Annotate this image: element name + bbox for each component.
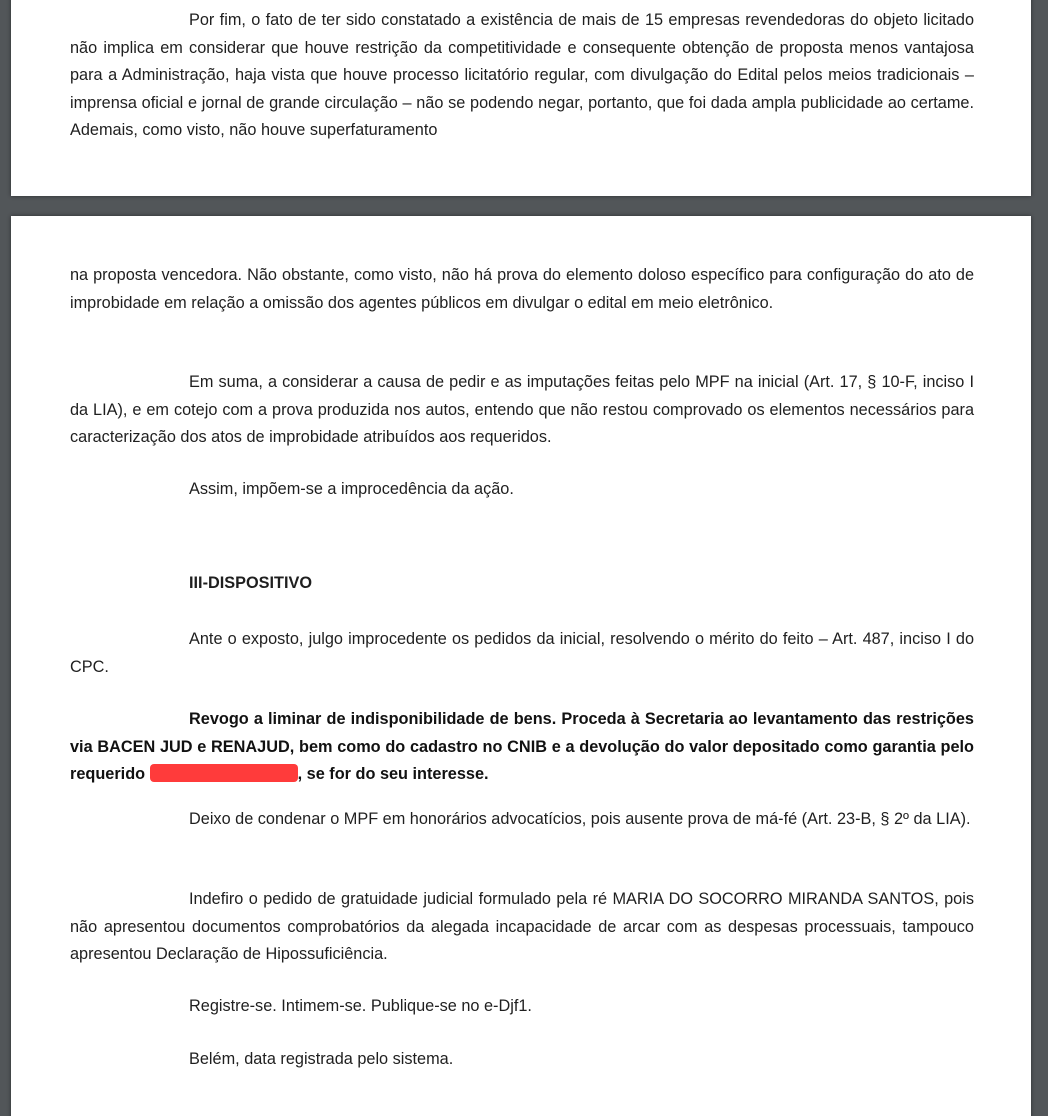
- revoke-text-start: Revogo a liminar de indisponibilidade de bens. Proceda à Secretaria ao levantamento das restrições via BACEN JUD e RENAJUD, bem como do cadastro no CNIB e a devolução do valor depositado como garantia pelo requerido: [70, 710, 974, 783]
- paragraph-summary: Em suma, a considerar a causa de pedir e as imputações feitas pelo MPF na inicial (Art. 17, § 10-F, inciso I da LIA), e em cotejo com a prova produzida nos autos, entendo que não restou comprovado os elementos necessários para caracterização dos atos de improbidade atribuídos aos requeridos.: [70, 373, 974, 446]
- document-page-1: [11, 0, 1031, 196]
- paragraph-continuation: na proposta vencedora. Não obstante, como visto, não há prova do elemento doloso específico para configuração do ato de improbidade em relação a omissão dos agentes públicos em divulgar o edital em meio eletrônico.: [70, 266, 974, 312]
- paragraph-conclusion: Por fim, o fato de ter sido constatado a existência de mais de 15 empresas revendedoras do objeto licitado não implica em considerar que houve restrição da competitividade e consequente obtenção de proposta menos vantajosa para a Administração, haja vista que houve processo licitatório regular, com divulgação do Edital pelos meios tradicionais – imprensa oficial e jornal de grande circulação – não se podendo negar, portanto, que foi dada ampla publicidade ao certame. Ademais, como visto, não houve superfaturamento: [70, 11, 974, 139]
- paragraph-gratuidade: Indefiro o pedido de gratuidade judicial formulado pela ré MARIA DO SOCORRO MIRANDA SANTOS, pois não apresentou documentos comprobatórios da alegada incapacidade de arcar com as despesas processuais, tampouco apresentou Declaração de Hipossuficiência.: [70, 890, 974, 963]
- paragraph-registre: Registre-se. Intimem-se. Publique-se no e-Djf1.: [189, 997, 532, 1015]
- paragraph-revoke-injunction: [70, 706, 974, 789]
- document-page-2: [11, 216, 1031, 1116]
- revoke-text-end: , se for do seu interesse.: [297, 765, 489, 783]
- paragraph-honorarios: Deixo de condenar o MPF em honorários advocatícios, pois ausente prova de má-fé (Art. 23-B, § 2º da LIA).: [189, 810, 971, 828]
- paragraph-improcedencia: Assim, impõem-se a improcedência da ação.: [189, 480, 514, 498]
- redaction-block: [150, 764, 298, 782]
- paragraph-belem: Belém, data registrada pelo sistema.: [189, 1050, 454, 1068]
- section-heading-dispositivo: III-DISPOSITIVO: [189, 574, 313, 592]
- paragraph-ruling: Ante o exposto, julgo improcedente os pedidos da inicial, resolvendo o mérito do feito – Art. 487, inciso I do CPC.: [70, 630, 974, 676]
